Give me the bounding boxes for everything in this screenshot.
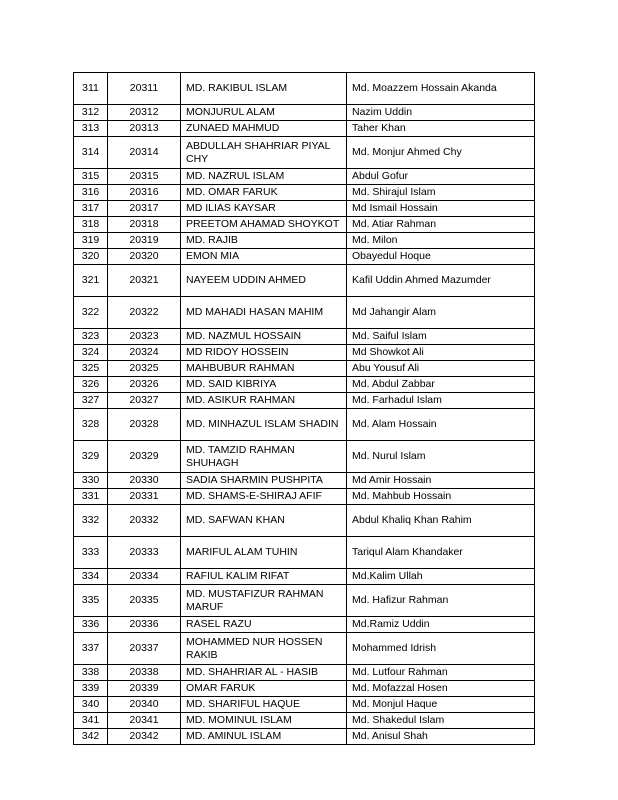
- roll-number-cell: 20329: [108, 441, 181, 473]
- roll-number-cell: 20322: [108, 297, 181, 329]
- serial-number-cell: 326: [74, 377, 108, 393]
- table-row: [74, 329, 535, 345]
- table-row: [74, 665, 535, 681]
- student-name-cell: MD. SAID KIBRIYA: [181, 377, 347, 393]
- table-row: [74, 473, 535, 489]
- father-name-cell: Md Amir Hossain: [347, 473, 535, 489]
- table-row: [74, 537, 535, 569]
- student-name-cell: MD. RAKIBUL ISLAM: [181, 73, 347, 105]
- serial-number-cell: 340: [74, 697, 108, 713]
- table-row: [74, 297, 535, 329]
- roll-number-cell: 20331: [108, 489, 181, 505]
- table-row: [74, 569, 535, 585]
- student-name-cell: MD. MUSTAFIZUR RAHMAN MARUF: [181, 585, 347, 617]
- table-row: [74, 409, 535, 441]
- student-name-cell: MARIFUL ALAM TUHIN: [181, 537, 347, 569]
- student-name-cell: MD. TAMZID RAHMAN SHUHAGH: [181, 441, 347, 473]
- father-name-cell: Abdul Gofur: [347, 169, 535, 185]
- serial-number-cell: 331: [74, 489, 108, 505]
- table-row: [74, 681, 535, 697]
- roll-number-cell: 20325: [108, 361, 181, 377]
- father-name-cell: Abdul Khaliq Khan Rahim: [347, 505, 535, 537]
- table-row: [74, 121, 535, 137]
- serial-number-cell: 338: [74, 665, 108, 681]
- student-name-cell: MOHAMMED NUR HOSSEN RAKIB: [181, 633, 347, 665]
- roll-number-cell: 20335: [108, 585, 181, 617]
- roll-number-cell: 20337: [108, 633, 181, 665]
- student-roster-table: [73, 72, 535, 745]
- roll-number-cell: 20326: [108, 377, 181, 393]
- student-name-cell: MD MAHADI HASAN MAHIM: [181, 297, 347, 329]
- serial-number-cell: 341: [74, 713, 108, 729]
- father-name-cell: Md. Anisul Shah: [347, 729, 535, 745]
- student-name-cell: RAFIUL KALIM RIFAT: [181, 569, 347, 585]
- table-row: [74, 697, 535, 713]
- roll-number-cell: 20332: [108, 505, 181, 537]
- father-name-cell: Taher Khan: [347, 121, 535, 137]
- table-row: [74, 249, 535, 265]
- table-row: [74, 393, 535, 409]
- serial-number-cell: 322: [74, 297, 108, 329]
- roll-number-cell: 20318: [108, 217, 181, 233]
- table-row: [74, 617, 535, 633]
- serial-number-cell: 315: [74, 169, 108, 185]
- roll-number-cell: 20336: [108, 617, 181, 633]
- table-row: [74, 713, 535, 729]
- roll-number-cell: 20314: [108, 137, 181, 169]
- serial-number-cell: 325: [74, 361, 108, 377]
- roll-number-cell: 20323: [108, 329, 181, 345]
- table-row: [74, 201, 535, 217]
- serial-number-cell: 311: [74, 73, 108, 105]
- serial-number-cell: 339: [74, 681, 108, 697]
- table-row: [74, 505, 535, 537]
- serial-number-cell: 328: [74, 409, 108, 441]
- father-name-cell: Md Showkot Ali: [347, 345, 535, 361]
- roll-number-cell: 20319: [108, 233, 181, 249]
- roll-number-cell: 20312: [108, 105, 181, 121]
- serial-number-cell: 319: [74, 233, 108, 249]
- student-name-cell: MD. AMINUL ISLAM: [181, 729, 347, 745]
- father-name-cell: Md. Mahbub Hossain: [347, 489, 535, 505]
- student-name-cell: OMAR FARUK: [181, 681, 347, 697]
- table-row: [74, 377, 535, 393]
- serial-number-cell: 330: [74, 473, 108, 489]
- roll-number-cell: 20338: [108, 665, 181, 681]
- serial-number-cell: 337: [74, 633, 108, 665]
- serial-number-cell: 317: [74, 201, 108, 217]
- roll-number-cell: 20324: [108, 345, 181, 361]
- roll-number-cell: 20330: [108, 473, 181, 489]
- table-row: [74, 169, 535, 185]
- serial-number-cell: 320: [74, 249, 108, 265]
- father-name-cell: Kafil Uddin Ahmed Mazumder: [347, 265, 535, 297]
- serial-number-cell: 318: [74, 217, 108, 233]
- serial-number-cell: 312: [74, 105, 108, 121]
- table-row: [74, 105, 535, 121]
- father-name-cell: Md. Milon: [347, 233, 535, 249]
- father-name-cell: Md Jahangir Alam: [347, 297, 535, 329]
- student-name-cell: MD. ASIKUR RAHMAN: [181, 393, 347, 409]
- student-name-cell: PREETOM AHAMAD SHOYKOT: [181, 217, 347, 233]
- table-row: [74, 185, 535, 201]
- student-name-cell: EMON MIA: [181, 249, 347, 265]
- table-row: [74, 217, 535, 233]
- roll-number-cell: 20342: [108, 729, 181, 745]
- student-name-cell: MD RIDOY HOSSEIN: [181, 345, 347, 361]
- serial-number-cell: 334: [74, 569, 108, 585]
- student-name-cell: MD. MOMINUL ISLAM: [181, 713, 347, 729]
- roll-number-cell: 20340: [108, 697, 181, 713]
- father-name-cell: Mohammed Idrish: [347, 633, 535, 665]
- table-row: [74, 137, 535, 169]
- father-name-cell: Md. Monjul Haque: [347, 697, 535, 713]
- student-name-cell: MD. SAFWAN KHAN: [181, 505, 347, 537]
- father-name-cell: Md.Kalim Ullah: [347, 569, 535, 585]
- serial-number-cell: 336: [74, 617, 108, 633]
- table-row: [74, 729, 535, 745]
- student-name-cell: SADIA SHARMIN PUSHPITA: [181, 473, 347, 489]
- father-name-cell: Md. Alam Hossain: [347, 409, 535, 441]
- father-name-cell: Md. Lutfour Rahman: [347, 665, 535, 681]
- father-name-cell: Md. Mofazzal Hosen: [347, 681, 535, 697]
- father-name-cell: Md. Atiar Rahman: [347, 217, 535, 233]
- father-name-cell: Md. Moazzem Hossain Akanda: [347, 73, 535, 105]
- father-name-cell: Md. Shakedul Islam: [347, 713, 535, 729]
- table-row: [74, 361, 535, 377]
- roll-number-cell: 20321: [108, 265, 181, 297]
- serial-number-cell: 327: [74, 393, 108, 409]
- table-row: [74, 489, 535, 505]
- roll-number-cell: 20316: [108, 185, 181, 201]
- father-name-cell: Md. Hafizur Rahman: [347, 585, 535, 617]
- table-row: [74, 633, 535, 665]
- student-name-cell: RASEL RAZU: [181, 617, 347, 633]
- serial-number-cell: 332: [74, 505, 108, 537]
- serial-number-cell: 342: [74, 729, 108, 745]
- student-name-cell: ABDULLAH SHAHRIAR PIYAL CHY: [181, 137, 347, 169]
- roll-number-cell: 20315: [108, 169, 181, 185]
- table-row: [74, 345, 535, 361]
- roll-number-cell: 20313: [108, 121, 181, 137]
- student-name-cell: MD. SHARIFUL HAQUE: [181, 697, 347, 713]
- roll-number-cell: 20339: [108, 681, 181, 697]
- father-name-cell: Abu Yousuf Ali: [347, 361, 535, 377]
- roll-number-cell: 20327: [108, 393, 181, 409]
- serial-number-cell: 321: [74, 265, 108, 297]
- roll-number-cell: 20333: [108, 537, 181, 569]
- father-name-cell: Md. Saiful Islam: [347, 329, 535, 345]
- serial-number-cell: 316: [74, 185, 108, 201]
- student-name-cell: MD. RAJIB: [181, 233, 347, 249]
- roll-number-cell: 20341: [108, 713, 181, 729]
- roll-number-cell: 20317: [108, 201, 181, 217]
- father-name-cell: Nazim Uddin: [347, 105, 535, 121]
- roll-number-cell: 20320: [108, 249, 181, 265]
- father-name-cell: Md. Farhadul Islam: [347, 393, 535, 409]
- serial-number-cell: 314: [74, 137, 108, 169]
- student-name-cell: ZUNAED MAHMUD: [181, 121, 347, 137]
- serial-number-cell: 324: [74, 345, 108, 361]
- serial-number-cell: 329: [74, 441, 108, 473]
- table-row: [74, 585, 535, 617]
- serial-number-cell: 323: [74, 329, 108, 345]
- roll-number-cell: 20334: [108, 569, 181, 585]
- table-row: [74, 265, 535, 297]
- table-row: [74, 441, 535, 473]
- student-name-cell: MD. NAZRUL ISLAM: [181, 169, 347, 185]
- student-name-cell: MAHBUBUR RAHMAN: [181, 361, 347, 377]
- father-name-cell: Md. Abdul Zabbar: [347, 377, 535, 393]
- student-name-cell: MD. SHAHRIAR AL - HASIB: [181, 665, 347, 681]
- father-name-cell: Md. Monjur Ahmed Chy: [347, 137, 535, 169]
- serial-number-cell: 313: [74, 121, 108, 137]
- student-name-cell: MD. OMAR FARUK: [181, 185, 347, 201]
- serial-number-cell: 335: [74, 585, 108, 617]
- student-name-cell: MD. MINHAZUL ISLAM SHADIN: [181, 409, 347, 441]
- serial-number-cell: 333: [74, 537, 108, 569]
- father-name-cell: Md Ismail Hossain: [347, 201, 535, 217]
- father-name-cell: Obayedul Hoque: [347, 249, 535, 265]
- father-name-cell: Md. Nurul Islam: [347, 441, 535, 473]
- student-name-cell: NAYEEM UDDIN AHMED: [181, 265, 347, 297]
- student-name-cell: MD. SHAMS-E-SHIRAJ AFIF: [181, 489, 347, 505]
- student-name-cell: MD ILIAS KAYSAR: [181, 201, 347, 217]
- father-name-cell: Tariqul Alam Khandaker: [347, 537, 535, 569]
- student-name-cell: MD. NAZMUL HOSSAIN: [181, 329, 347, 345]
- table-row: [74, 233, 535, 249]
- table-row: [74, 73, 535, 105]
- student-name-cell: MONJURUL ALAM: [181, 105, 347, 121]
- roster-body: [74, 73, 535, 745]
- roll-number-cell: 20328: [108, 409, 181, 441]
- father-name-cell: Md.Ramiz Uddin: [347, 617, 535, 633]
- father-name-cell: Md. Shirajul Islam: [347, 185, 535, 201]
- roll-number-cell: 20311: [108, 73, 181, 105]
